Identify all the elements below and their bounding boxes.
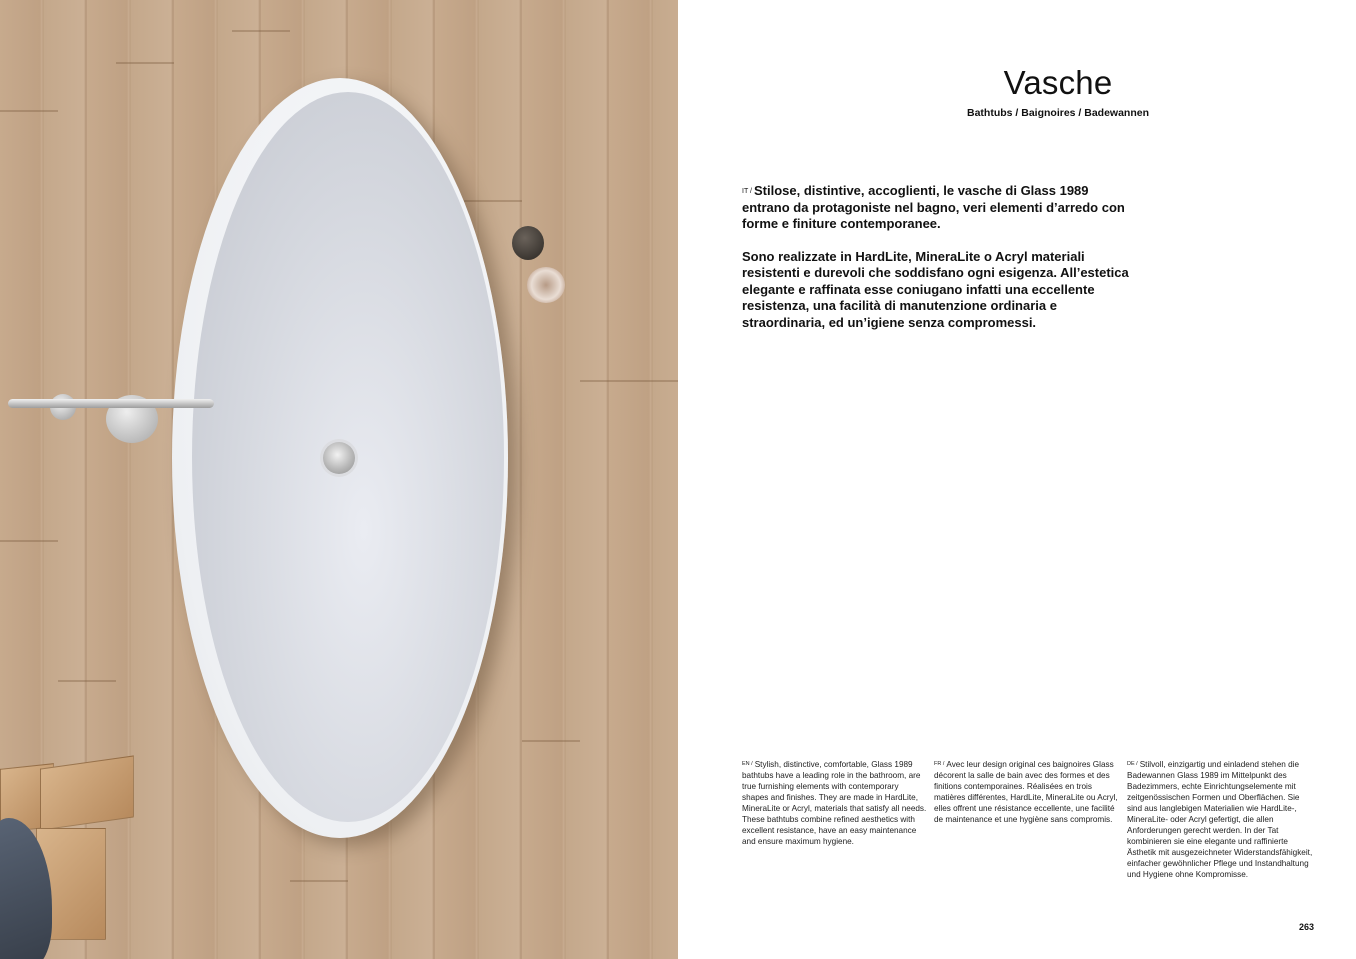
soap-bottle <box>512 226 544 260</box>
english-text: Stylish, distinctive, comfortable, Glass 1989 bathtubs have a leading role in the bathroom, are true furnishing elements with contemporary shapes and finishes. They are made in HardLite, MineraLite or Acryl, materials that satisfy all needs. These bathtubs combine refined aesthetics with excellent resistance, have an easy maintenance and ensure maximum hygiene. <box>742 760 927 846</box>
lang-label-it: IT / <box>742 188 752 195</box>
floor-plank-seam <box>290 880 348 882</box>
italian-description <box>742 183 1132 347</box>
faucet-spout <box>8 399 214 408</box>
german-description <box>1127 759 1313 880</box>
english-description <box>742 759 927 847</box>
wooden-stool <box>40 755 134 830</box>
floor-plank-seam <box>0 540 58 542</box>
floor-plank-seam <box>464 200 522 202</box>
italian-text-1: Stilose, distintive, accoglienti, le vasche di Glass 1989 entrano da protagoniste nel bagno, veri elementi d’arredo con forme e finiture contemporanee. <box>742 183 1125 231</box>
italian-paragraph-1 <box>742 183 1132 233</box>
lang-label-en: EN / <box>742 761 753 767</box>
floor-plank-seam <box>116 62 174 64</box>
floor-plank-seam <box>0 110 58 112</box>
french-description <box>934 759 1119 825</box>
lang-label-de: DE / <box>1127 761 1138 767</box>
page-title: Vasche <box>1003 64 1113 101</box>
floor-plank-seam <box>522 740 580 742</box>
page-number: 263 <box>1298 922 1314 932</box>
italian-paragraph-2: Sono realizzate in HardLite, MineraLite o Acryl materiali resistenti e durevoli che soddisfano ogni esigenza. All’estetica elegante e raffinata esse coniugano infatti una eccellente resistenza, una facilità di manutenzione ordinaria e straordinaria, ed un’igiene senza compromessi. <box>742 248 1129 330</box>
floor-plank-seam <box>58 680 116 682</box>
floor-plank-seam <box>232 30 290 32</box>
drain-icon <box>323 442 355 474</box>
candle-bowl <box>527 267 565 303</box>
german-text: Stilvoll, einzigartig und einladend stehen die Badewannen Glass 1989 im Mittelpunkt des Badezimmers, echte Einrichtungselemente mit zeitgenössischen Formen und Oberflächen. Sie sind aus langlebigen Materialien wie HardLite-, MineraLite- oder Acryl gefertigt, die allen Anforderungen gerecht werden. In der Tat kombinieren sie eine elegante und raffinierte Ästhetik mit ausgezeichneter Widerstandsfähigkeit, einfacher gewöhnlicher Pflege und Instandhaltung und Hygiene ohne Kompromisse. <box>1127 760 1313 879</box>
page-subtitle: Bathtubs / Baignoires / Badewannen <box>966 107 1150 119</box>
lang-label-fr: FR / <box>934 761 945 767</box>
floor-plank-seam <box>580 380 678 382</box>
french-text: Avec leur design original ces baignoires Glass décorent la salle de bain avec des formes et des finitions contemporaines. Réalisées en trois matières différentes, HardLite, MineraLite ou Acryl, elles offrent une résistance eccellente, une facilité de maintenance et une hygiène sans compromis. <box>934 760 1118 824</box>
catalog-page <box>678 0 1356 959</box>
